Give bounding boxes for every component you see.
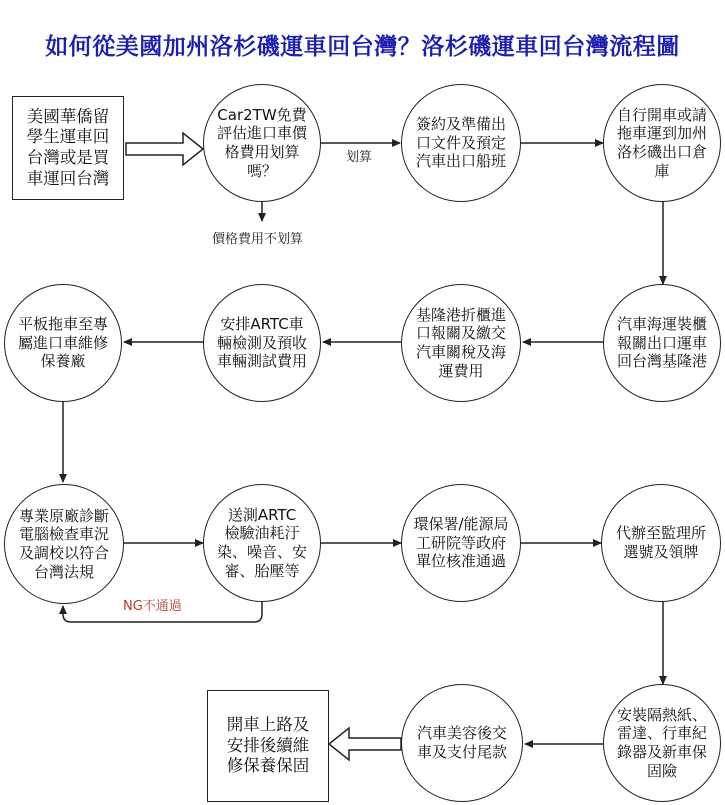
end-box: [207, 690, 329, 802]
label-not-worth-it: 價格費用不划算: [212, 232, 304, 247]
step-text-diagnose: 專業原廠診斷 電腦檢查車況 及調校以符合 台灣法規: [18, 506, 109, 581]
step-circle-install: [603, 684, 721, 802]
step-text-evaluate: Car2TW免費 評估進口車價 格費用划算 嗎？: [216, 105, 307, 180]
step-circle-customs: [401, 284, 521, 402]
step-circle-tow: [4, 284, 122, 402]
step-text-tow: 平板拖車至專 屬進口車維修 保養廠: [17, 314, 108, 371]
step-circle-artc-test: [203, 484, 321, 602]
start-text: 美國華僑留 學生運車回 台灣或是買 車運回台灣: [26, 106, 110, 188]
label-ng-fail: NG不通過: [123, 599, 182, 614]
step-text-delivery: 汽車美容後交 車及支付尾款: [416, 724, 507, 761]
step-circle-contract: [401, 84, 521, 202]
step-text-approval: 環保署/能源局 工研院等政府 單位核准通過: [413, 514, 509, 571]
step-text-contract: 簽約及準備出 口文件及預定 汽車出口船班: [415, 114, 506, 171]
step-text-warehouse: 自行開車或請 拖車運到加州 洛杉磯出口倉 庫: [616, 105, 707, 180]
step-text-install: 安裝隔熱紙、 雷達、行車紀 錄器及新車保 固險: [616, 705, 707, 780]
step-circle-warehouse: [603, 84, 721, 202]
step-circle-shipping: [603, 284, 721, 402]
hollow-arrow-end: [329, 728, 401, 760]
label-worth-it: 划算: [346, 150, 373, 165]
step-circle-delivery: [401, 684, 523, 802]
step-text-shipping: 汽車海運裝櫃 報關出口運車 回台灣基隆港: [616, 314, 707, 371]
page-title: 如何從美國加州洛杉磯運車回台灣？洛杉磯運車回台灣流程圖: [45, 34, 680, 60]
hollow-arrow-start: [126, 133, 203, 165]
step-text-artc-test: 送測ARTC 檢驗油耗汙 染、噪音、安 審、胎壓等: [216, 505, 307, 580]
step-text-customs: 基隆港折櫃進 口報關及繳交 汽車關稅及海 運費用: [415, 305, 506, 380]
step-circle-evaluate: [203, 84, 321, 202]
step-circle-diagnose: [4, 484, 124, 604]
step-circle-artc-arrange: [203, 284, 321, 402]
step-circle-approval: [401, 484, 521, 602]
step-text-license: 代辦至監理所 選號及領牌: [615, 524, 706, 561]
step-circle-license: [601, 484, 721, 602]
end-text: 開車上路及 安排後續維 修保養保固: [226, 715, 310, 776]
start-box: [12, 96, 124, 200]
step-text-artc-arrange: 安排ARTC車 輛檢測及預收 車輛測試費用: [216, 314, 307, 371]
